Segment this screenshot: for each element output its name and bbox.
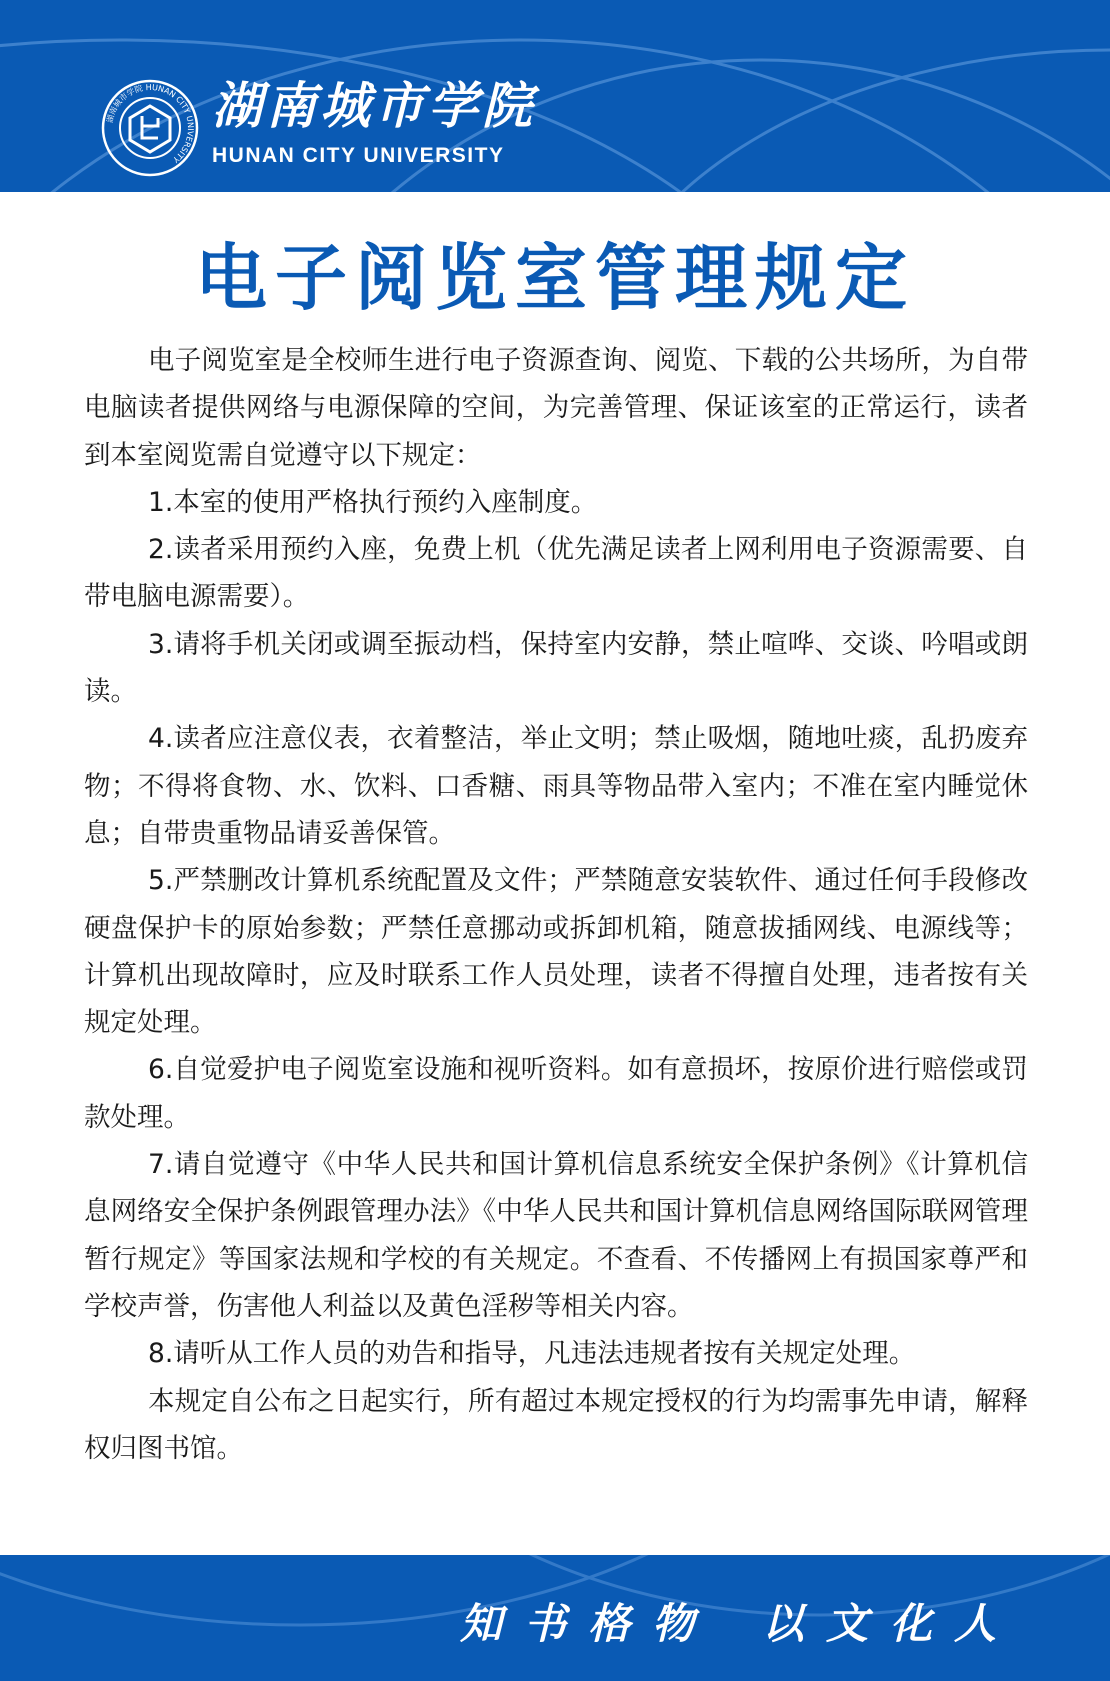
footer-banner	[0, 1555, 1110, 1681]
document-title: 电子阅览室管理规定	[194, 236, 915, 320]
rule-item-6: 6.自觉爱护电子阅览室设施和视听资料。如有意损坏，按原价进行赔偿或罚款处理。	[84, 1054, 1028, 1133]
rule-item-4: 4.读者应注意仪表，衣着整洁，举止文明；禁止吸烟，随地吐痰，乱扔废弃物；不得将食物、水、饮料、口香糖、雨具等物品带入室内；不准在室内睡觉休息；自带贵重物品请妥善保管。	[84, 723, 1028, 849]
university-name-cn: 湖南城市学院	[212, 76, 536, 135]
closing-paragraph: 本规定自公布之日起实行，所有超过本规定授权的行为均需事先申请，解释权归图书馆。	[84, 1385, 1028, 1464]
intro-paragraph: 电子阅览室是全校师生进行电子资源查询、阅览、下载的公共场所，为自带电脑读者提供网络与电源保障的空间，为完善管理、保证该室的正常运行，读者到本室阅览需自觉遵守以下规定：	[84, 345, 1028, 471]
motto-part-1: 知书格物	[459, 1599, 716, 1648]
university-seal-icon	[100, 78, 200, 178]
header-banner	[0, 0, 1110, 192]
rule-item-5: 5.严禁删改计算机系统配置及文件；严禁随意安装软件、通过任何手段修改硬盘保护卡的原始参数；严禁任意挪动或拆卸机箱，随意拔插网线、电源线等；计算机出现故障时，应及时联系工作人员处理，读者不得擅自处理，违者按有关规定处理。	[84, 865, 1028, 1039]
rule-item-8: 8.请听从工作人员的劝告和指导，凡违法违规者按有关规定处理。	[148, 1338, 916, 1370]
rule-item-7: 7.请自觉遵守《中华人民共和国计算机信息系统安全保护条例》《计算机信息网络安全保护条例跟管理办法》《中华人民共和国计算机信息网络国际联网管理暂行规定》等国家法规和学校的有关规定。不查看、不传播网上有损国家尊严和学校声誉，伤害他人利益以及黄色淫秽等相关内容。	[84, 1149, 1028, 1322]
university-name-en: HUNAN CITY UNIVERSITY	[212, 144, 505, 167]
rule-item-3: 3.请将手机关闭或调至振动档，保持室内安静，禁止喧哗、交谈、吟唱或朗读。	[84, 628, 1028, 708]
regulation-body	[84, 337, 1028, 1472]
motto-part-2: 以文化人	[761, 1599, 1018, 1648]
rule-item-2: 2.读者采用预约入座，免费上机（优先满足读者上网利用电子资源需要、自带电脑电源需要）。	[84, 534, 1028, 613]
rule-item-1: 1.本室的使用严格执行预约入座制度。	[148, 486, 598, 518]
footer-motto	[460, 1591, 1018, 1651]
seal-ring-text: 湖南城市学院 HUNAN CITY UNIVERSITY	[105, 82, 196, 165]
